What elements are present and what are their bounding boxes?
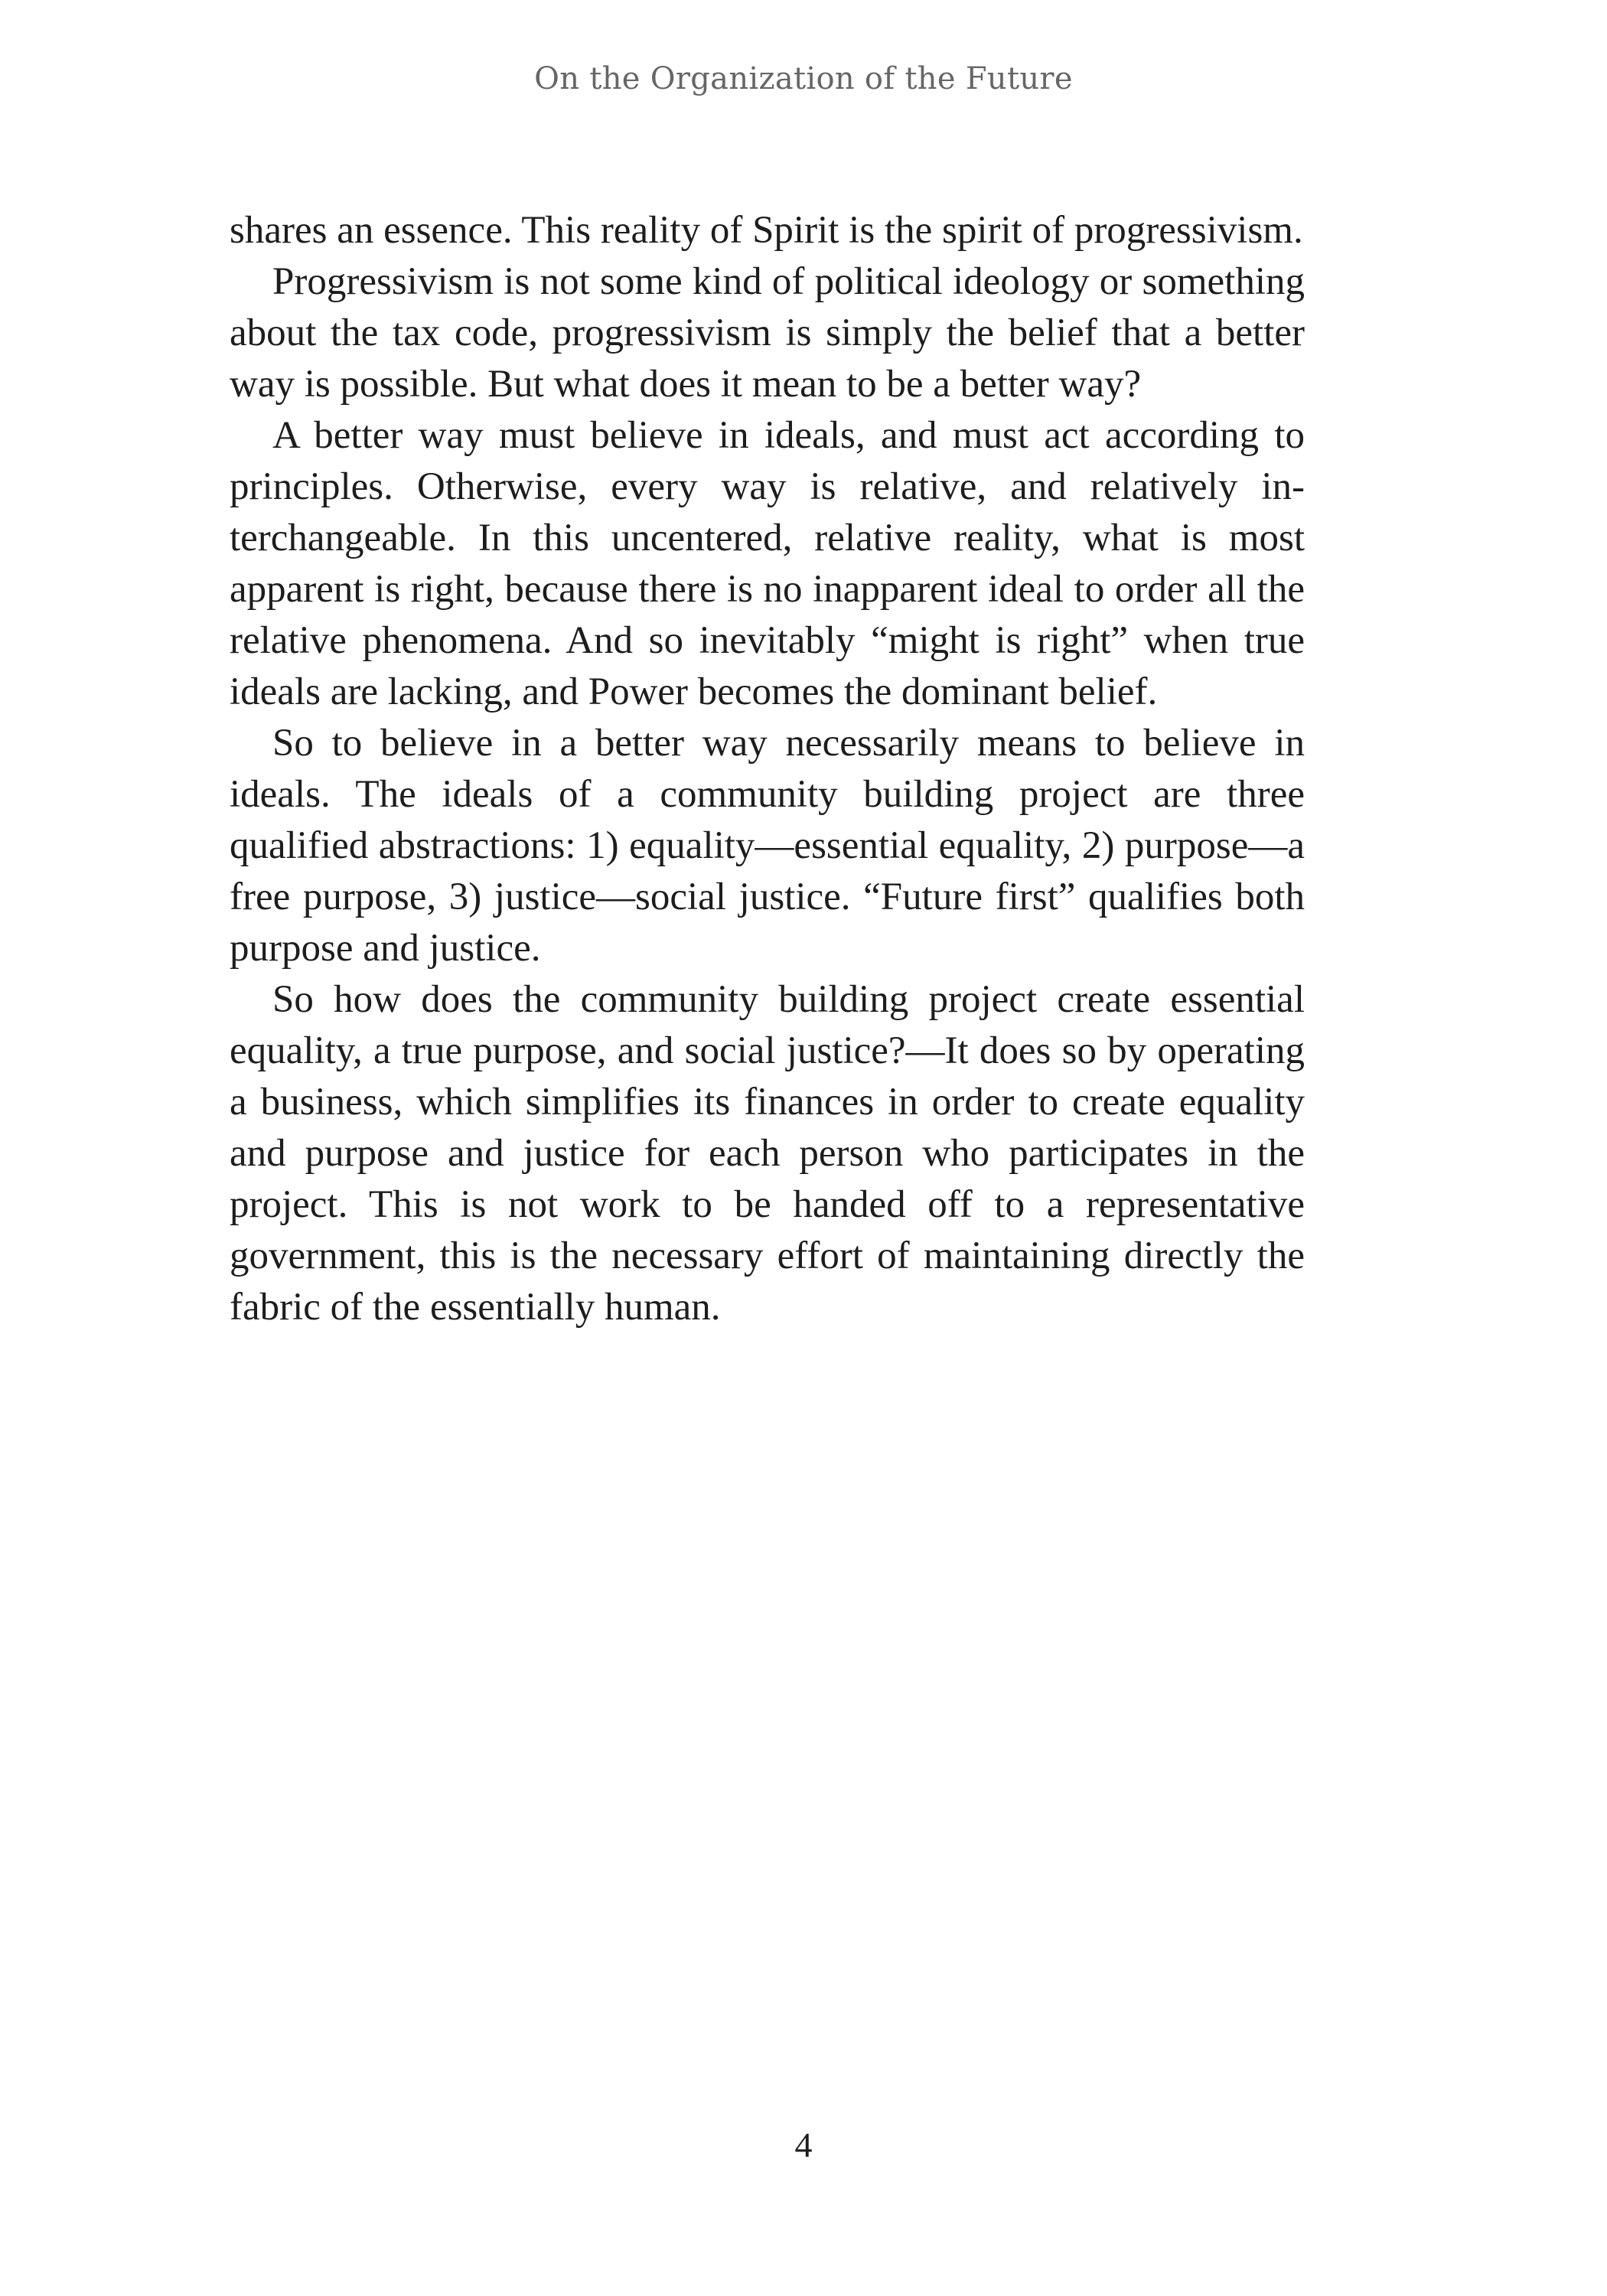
paragraph-ideals: So to believe in a better way necessarily means to believe in ideals. The ideals of a community building project are three qualified abstractions: 1) equality—essential equality, 2) purpose—a free purpose, 3) justice—social justice. “Future first” qualifies both purpose and justice.: [230, 722, 1305, 970]
paragraph-progressivism: Progressivism is not some kind of political ideology or something about the tax code, progressivism is simply the belief that a better way is possible. But what does it mean to be a better way?: [230, 260, 1305, 406]
paragraph-community-project: So how does the community building project create essential equality, a true purpose, and social justice?—It does so by operating a business, which simplifies its finances in order to create equality and purpose and justice for each person who participates in the project. This is not work to be handed off to a representative government, this is the necessary effort of maintaining directly the fabric of the essentially human.: [230, 978, 1305, 1329]
running-header: On the Organization of the Future: [534, 61, 1073, 96]
paragraph-better-way: A better way must believe in ideals, and must act according to principles. Otherwise, every way is relative, and relatively interchangeable. In this uncentered, relative reality, what is most apparent is right, because there is no inapparent ideal to order all the relative phenomena. And so inevitably “might is right” when true ideals are lacking, and Power becomes the dominant belief.: [230, 414, 1305, 713]
body-text: [230, 205, 1305, 1333]
paragraph-continuation: shares an essence. This reality of Spirit is the spirit of progressivism.: [230, 209, 1303, 252]
page-number: 4: [794, 2125, 813, 2164]
